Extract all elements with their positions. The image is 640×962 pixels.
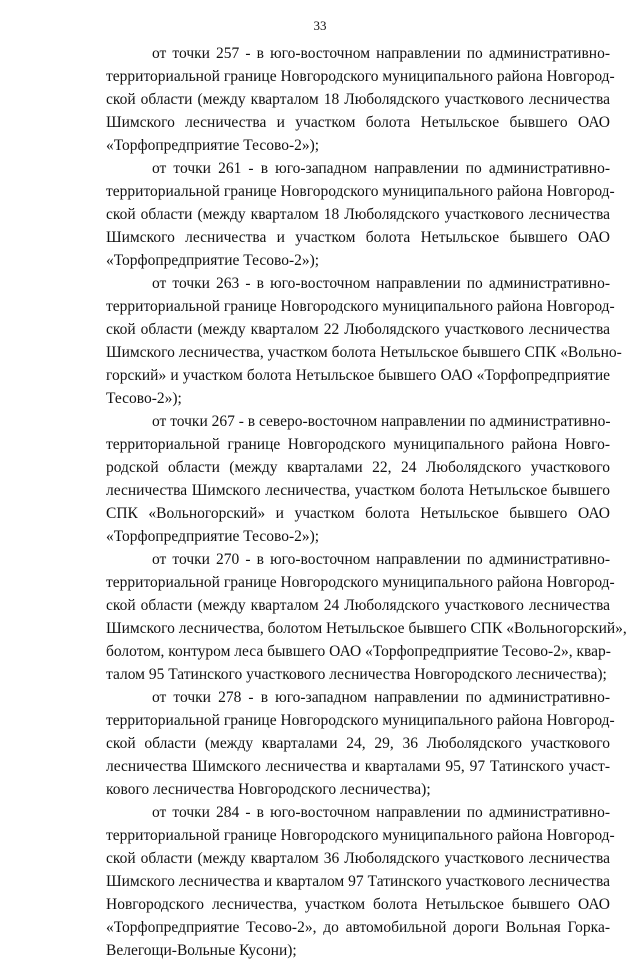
text-line: от точки 284 - в юго-восточном направлении по административно-: [152, 804, 610, 821]
text-line: Новгородского лесничества, участком болота Нетыльское бывшего ОАО: [106, 896, 610, 913]
text-line: горский» и участком болота Нетыльское бывшего ОАО «Торфопредприятие: [106, 367, 610, 384]
text-line: ской области (между кварталом 24 Люболядского участкового лесничества: [106, 597, 610, 614]
text-line: «Торфопредприятие Тесово-2»);: [106, 528, 320, 545]
text-line: территориальной границе Новгородского муниципального района Новгород-: [106, 712, 615, 729]
text-line: от точки 261 - в юго-западном направлении по административно-: [152, 160, 610, 177]
text-line: от точки 270 - в юго-восточном направлении по административно-: [152, 551, 610, 568]
text-line: ской области (между кварталом 18 Люболядского участкового лесничества: [106, 91, 610, 108]
text-line: от точки 278 - в юго-западном направлении по административно-: [152, 689, 610, 706]
text-line: территориальной границе Новгородского муниципального района Новгород-: [106, 827, 615, 844]
paragraph-point-270: [106, 548, 627, 686]
text-line: ской области (между кварталом 22 Люболядского участкового лесничества: [106, 321, 610, 338]
text-line: ской области (между кварталом 36 Люболядского участкового лесничества: [106, 850, 610, 867]
text-line: Шимского лесничества, участком болота Нетыльское бывшего СПК «Вольно-: [106, 344, 622, 361]
text-line: «Торфопредприятие Тесово-2»);: [106, 252, 320, 269]
paragraph-point-263: [106, 272, 622, 410]
text-line: территориальной границе Новгородского муниципального района Новгород-: [106, 298, 615, 315]
text-line: Тесово-2»);: [106, 390, 182, 407]
text-line: родской области (между кварталами 22, 24 Люболядского участкового: [106, 459, 610, 476]
page-number: 33: [313, 18, 327, 33]
text-line: территориальной границе Новгородского муниципального района Новгород-: [106, 574, 615, 591]
document-body: [106, 42, 627, 962]
text-line: Велегощи-Вольные Кусони);: [106, 942, 297, 959]
text-line: территориальной границе Новгородского муниципального района Новго-: [106, 436, 610, 453]
paragraph-point-278: [106, 686, 615, 801]
text-line: талом 95 Татинского участкового лесничества Новгородского лесничества);: [106, 666, 607, 683]
text-line: лесничества Шимского лесничества, участком болота Нетыльское бывшего: [106, 482, 610, 499]
text-line: ской области (между кварталом 18 Люболядского участкового лесничества: [106, 206, 610, 223]
text-line: Шимского лесничества, болотом Нетыльское бывшего СПК «Вольногорский»,: [106, 620, 627, 637]
text-line: лесничества Шимского лесничества и кварталами 95, 97 Татинского участ-: [106, 758, 610, 775]
text-line: территориальной границе Новгородского муниципального района Новгород-: [106, 68, 615, 85]
text-line: ской области (между кварталами 24, 29, 36 Люболядского участкового: [106, 735, 610, 752]
text-line: Шимского лесничества и кварталом 97 Татинского участкового лесничества: [106, 873, 610, 890]
text-line: «Торфопредприятие Тесово-2», до автомобильной дороги Вольная Горка-: [106, 919, 610, 936]
paragraph-point-257: [106, 42, 615, 157]
text-line: от точки 267 - в северо-восточном направлении по административно-: [152, 413, 611, 430]
text-line: Шимского лесничества и участком болота Нетыльское бывшего ОАО: [106, 114, 610, 131]
text-line: болотом, контуром леса бывшего ОАО «Торфопредприятие Тесово-2», квар-: [106, 643, 611, 660]
text-line: территориальной границе Новгородского муниципального района Новгород-: [106, 183, 615, 200]
text-line: от точки 263 - в юго-восточном направлении по административно-: [152, 275, 610, 292]
text-line: от точки 257 - в юго-восточном направлении по административно-: [152, 45, 610, 62]
text-line: Шимского лесничества и участком болота Нетыльское бывшего ОАО: [106, 229, 610, 246]
paragraph-point-261: [106, 157, 615, 272]
text-line: СПК «Вольногорский» и участком болота Нетыльское бывшего ОАО: [106, 505, 610, 522]
text-line: кового лесничества Новгородского лесничества);: [106, 781, 431, 798]
paragraph-point-267: [106, 410, 610, 548]
text-line: «Торфопредприятие Тесово-2»);: [106, 137, 320, 154]
paragraph-point-284: [106, 801, 615, 962]
